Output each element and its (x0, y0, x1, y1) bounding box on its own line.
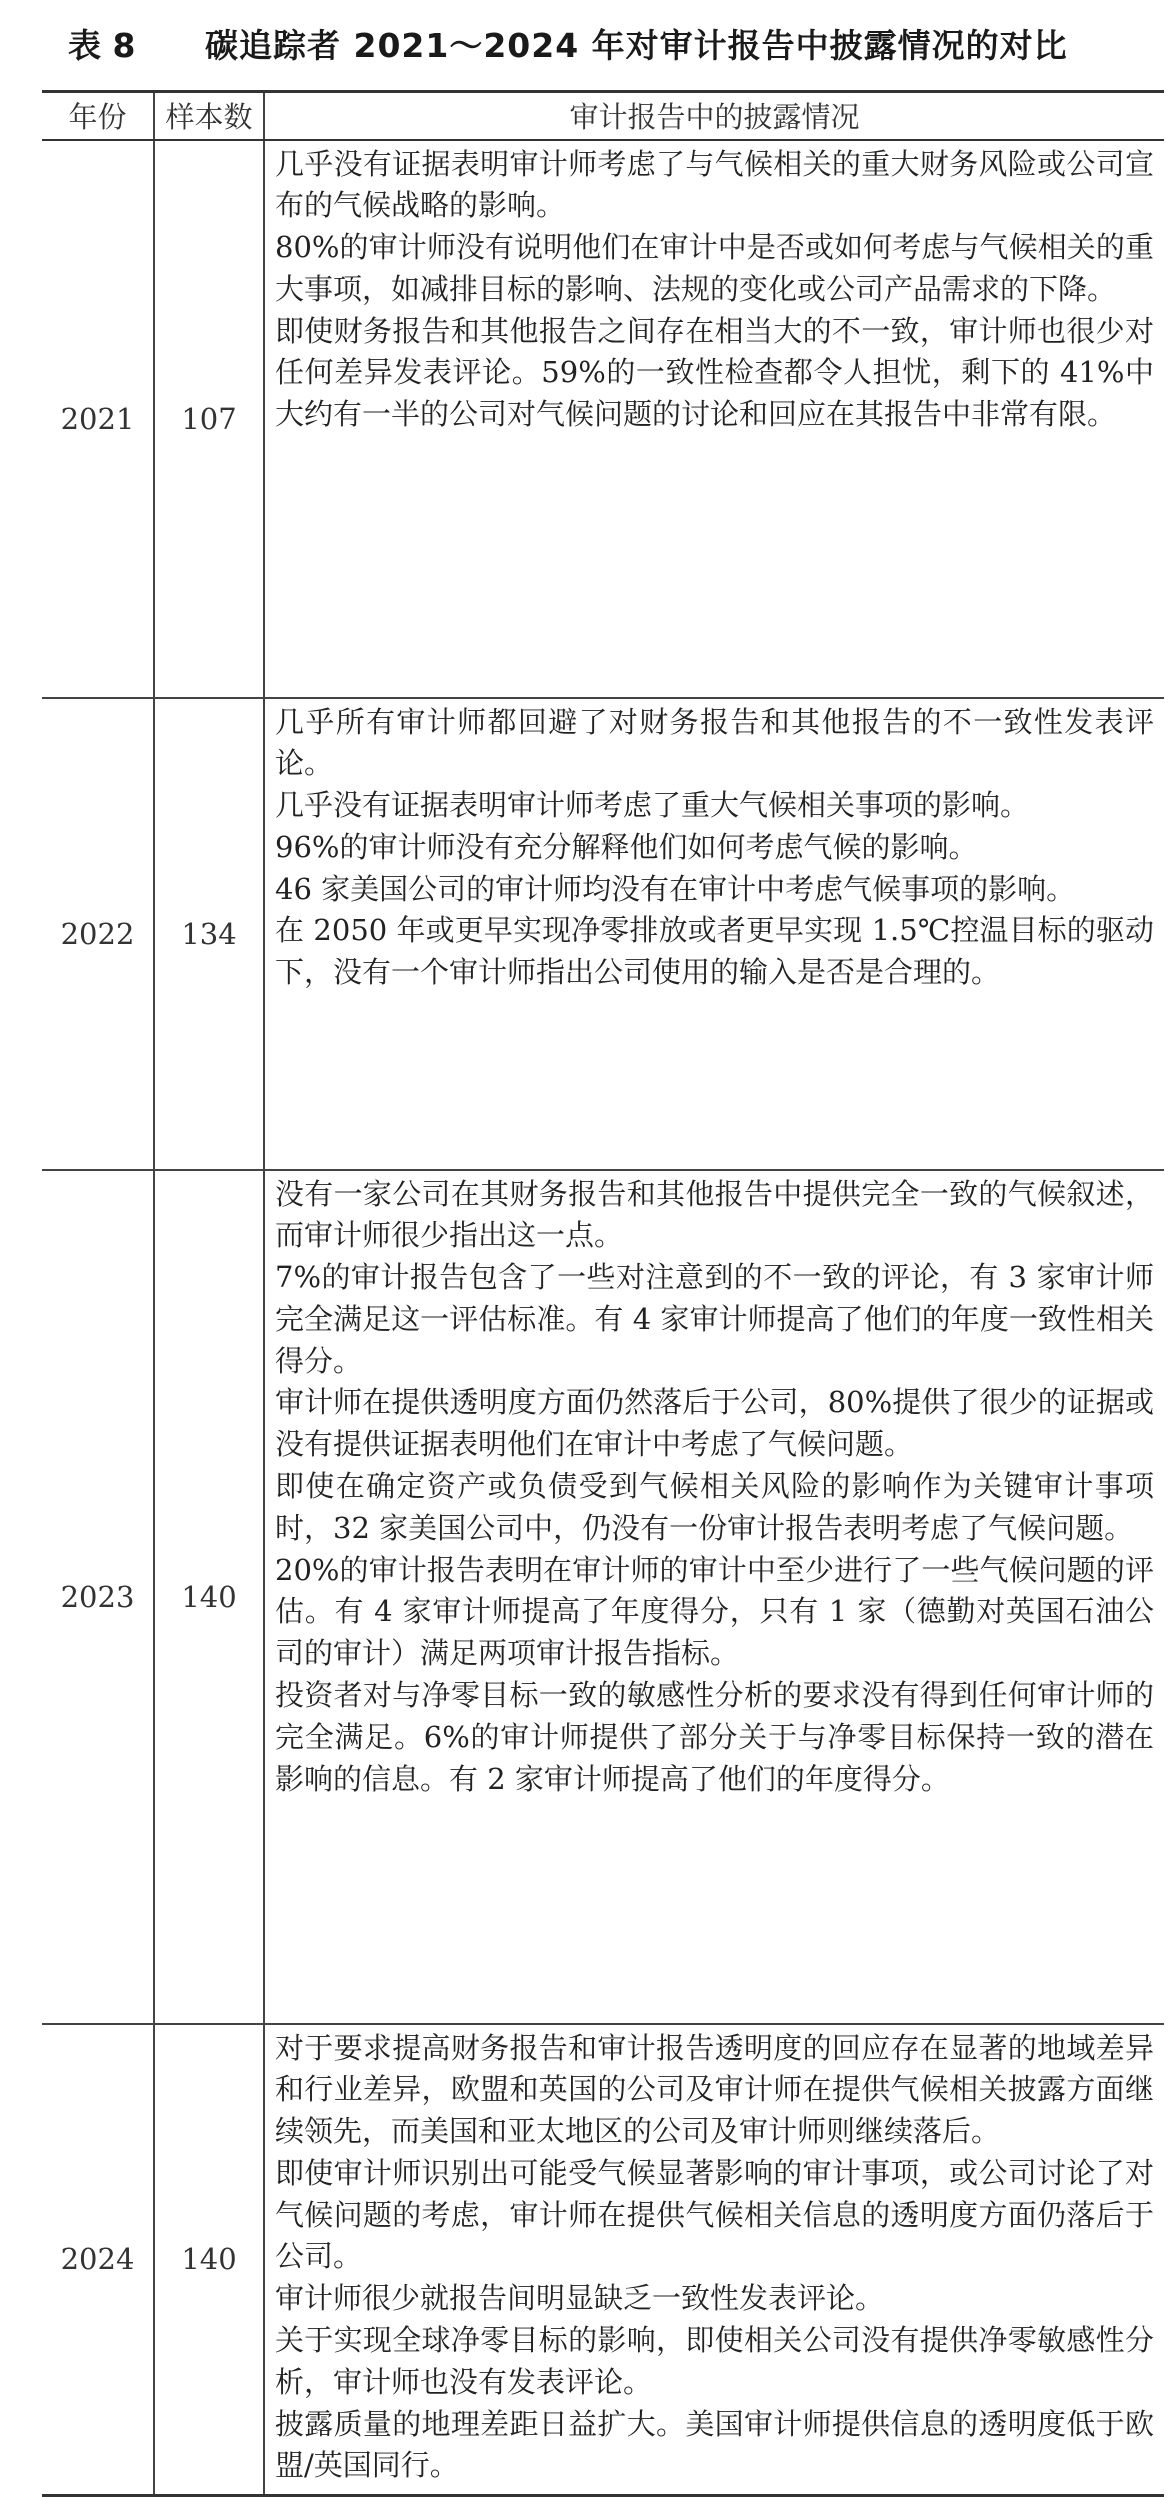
sample-cell: 140 (154, 1170, 264, 2024)
disclosure-paragraph: 即使审计师识别出可能受气候显著影响的审计事项，或公司讨论了对气候问题的考虑，审计师在提供气候相关信息的透明度方面仍落后于公司。 (275, 2155, 1154, 2274)
disclosure-paragraph: 几乎所有审计师都回避了对财务报告和其他报告的不一致性发表评论。 (275, 704, 1154, 781)
disclosure-paragraph: 即使在确定资产或负债受到气候相关风险的影响作为关键审计事项时，32 家美国公司中，仍没有一份审计报告表明考虑了气候问题。 (275, 1469, 1154, 1545)
disclosure-paragraph: 80%的审计师没有说明他们在审计中是否或如何考虑与气候相关的重大事项，如减排目标的影响、法规的变化或公司产品需求的下降。 (275, 230, 1154, 306)
disclosure-cell (264, 698, 1164, 1170)
disclosure-paragraph: 在 2050 年或更早实现净零排放或者更早实现 1.5℃控温目标的驱动下，没有一个审计师指出公司使用的输入是否是合理的。 (275, 913, 1154, 990)
table-number: 表 8 (68, 26, 136, 65)
header-sample-count: 样本数 (154, 92, 264, 140)
table-caption (0, 20, 1169, 72)
disclosure-paragraph: 披露质量的地理差距日益扩大。美国审计师提供信息的透明度低于欧盟/英国同行。 (275, 2406, 1154, 2483)
disclosure-comparison-table (42, 90, 1164, 2497)
table-row-2022 (42, 698, 1164, 1170)
header-disclosure: 审计报告中的披露情况 (264, 92, 1164, 140)
disclosure-paragraph: 7%的审计报告包含了一些对注意到的不一致的评论，有 3 家审计师完全满足这一评估标准。有 4 家审计师提高了他们的年度一致性相关得分。 (275, 1260, 1154, 1378)
disclosure-paragraph: 对于要求提高财务报告和审计报告透明度的回应存在显著的地域差异和行业差异，欧盟和英国的公司及审计师在提供气候相关披露方面继续领先，而美国和亚太地区的公司及审计师则继续落后。 (275, 2030, 1154, 2149)
disclosure-paragraph: 46 家美国公司的审计师均没有在审计中考虑气候事项的影响。 (275, 871, 1076, 906)
table-title: 碳追踪者 2021～2024 年对审计报告中披露情况的对比 (205, 26, 1068, 65)
disclosure-paragraph: 审计师很少就报告间明显缺乏一致性发表评论。 (275, 2281, 885, 2316)
year-cell: 2023 (42, 1170, 154, 2024)
disclosure-cell (264, 1170, 1164, 2024)
disclosure-paragraph: 投资者对与净零目标一致的敏感性分析的要求没有得到任何审计师的完全满足。6%的审计师提供了部分关于与净零目标保持一致的潜在影响的信息。有 2 家审计师提高了他们的年度得分。 (275, 1678, 1154, 1796)
disclosure-paragraph: 20%的审计报告表明在审计师的审计中至少进行了一些气候问题的评估。有 4 家审计师提高了年度得分，只有 1 家（德勤对英国石油公司的审计）满足两项审计报告指标。 (275, 1552, 1154, 1671)
disclosure-cell (264, 2024, 1164, 2496)
sample-cell: 140 (154, 2024, 264, 2496)
header-year: 年份 (42, 92, 154, 140)
disclosure-paragraph: 没有一家公司在其财务报告和其他报告中提供完全一致的气候叙述，而审计师很少指出这一点。 (275, 1176, 1154, 1253)
year-cell: 2022 (42, 698, 154, 1170)
disclosure-paragraph: 几乎没有证据表明审计师考虑了重大气候相关事项的影响。 (275, 788, 1030, 823)
table-header-row (42, 92, 1164, 140)
table-row-2021 (42, 140, 1164, 698)
disclosure-paragraph: 审计师在提供透明度方面仍然落后于公司，80%提供了很少的证据或没有提供证据表明他们在审计中考虑了气候问题。 (275, 1385, 1154, 1462)
disclosure-paragraph: 96%的审计师没有充分解释他们如何考虑气候的影响。 (275, 829, 978, 864)
disclosure-paragraph: 即使财务报告和其他报告之间存在相当大的不一致，审计师也很少对任何差异发表评论。59%的一致性检查都令人担忧，剩下的 41%中大约有一半的公司对气候问题的讨论和回应在其报告中非常有限。 (275, 313, 1154, 432)
year-cell: 2024 (42, 2024, 154, 2496)
disclosure-paragraph: 几乎没有证据表明审计师考虑了与气候相关的重大财务风险或公司宣布的气候战略的影响。 (275, 146, 1154, 223)
disclosure-paragraph: 关于实现全球净零目标的影响，即使相关公司没有提供净零敏感性分析，审计师也没有发表评论。 (275, 2323, 1154, 2399)
sample-cell: 107 (154, 140, 264, 698)
table-row-2023 (42, 1170, 1164, 2024)
table-row-2024 (42, 2024, 1164, 2496)
disclosure-cell (264, 140, 1164, 698)
year-cell: 2021 (42, 140, 154, 698)
sample-cell: 134 (154, 698, 264, 1170)
